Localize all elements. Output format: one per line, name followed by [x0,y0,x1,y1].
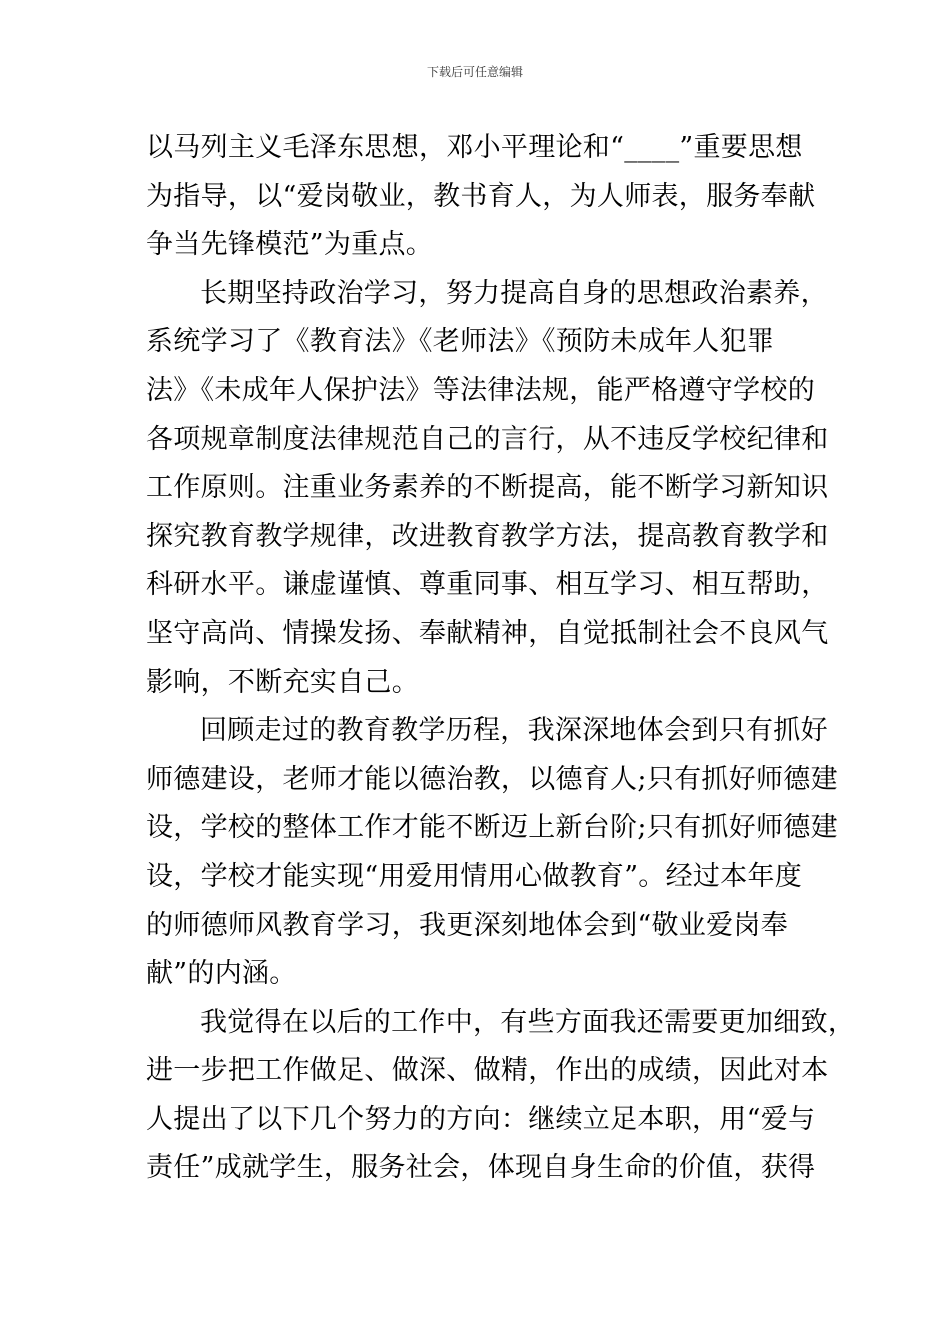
document-body [146,124,856,1193]
text-line: 师德建设，老师才能以德治教，以德育人;只有抓好师德建 [146,763,838,795]
text-line: 人提出了以下几个努力的方向：继续立足本职，用“爱与 [146,1103,816,1135]
text-line: 影响，不断充实自己。 [146,666,419,698]
text-line: 工作原则。注重业务素养的不断提高，能不断学习新知识 [146,472,829,504]
text-line: 进一步把工作做足、做深、做精，作出的成绩，因此对本 [146,1055,829,1087]
text-line: 设，学校的整体工作才能不断迈上新台阶;只有抓好师德建 [146,812,838,844]
text-line: 坚守高尚、情操发扬、奉献精神，自觉抵制社会不良风气 [146,617,829,649]
text-line: 探究教育教学规律，改进教育教学方法，提高教育教学和 [146,520,829,552]
text-line: 设，学校才能实现“用爱用情用心做教育”。经过本年度 [146,860,803,892]
paragraph-first-line: 我觉得在以后的工作中，有些方面我还需要更加细致， [200,1006,856,1038]
text-line: 责任”成就学生，服务社会，体现自身生命的价值，获得 [146,1152,816,1184]
text-line: 以马列主义毛泽东思想，邓小平理论和“____”重要思想 [146,132,803,163]
text-line: 科研水平。谦虚谨慎、尊重同事、相互学习、相互帮助， [146,569,829,601]
paragraph-first-line: 长期坚持政治学习，努力提高自身的思想政治素养， [200,277,828,309]
text-line: 争当先锋模范”为重点。 [146,229,434,261]
text-line: 系统学习了《教育法》《老师法》《预防未成年人犯罪 [146,326,775,358]
text-line: 法》《未成年人保护法》等法律法规，能严格遵守学校的 [146,374,815,406]
text-line: 献”的内涵。 [146,958,297,990]
page-header: 下载后可任意编辑 [426,65,523,79]
paragraph-first-line: 回顾走过的教育教学历程，我深深地体会到只有抓好 [200,715,828,747]
text-line: 的师德师风教育学习，我更深刻地体会到“敬业爱岗奉 [146,909,789,941]
text-line: 为指导，以“爱岗敬业，教书育人，为人师表，服务奉献 [146,180,816,212]
text-line: 各项规章制度法律规范自己的言行，从不违反学校纪律和 [146,423,829,455]
